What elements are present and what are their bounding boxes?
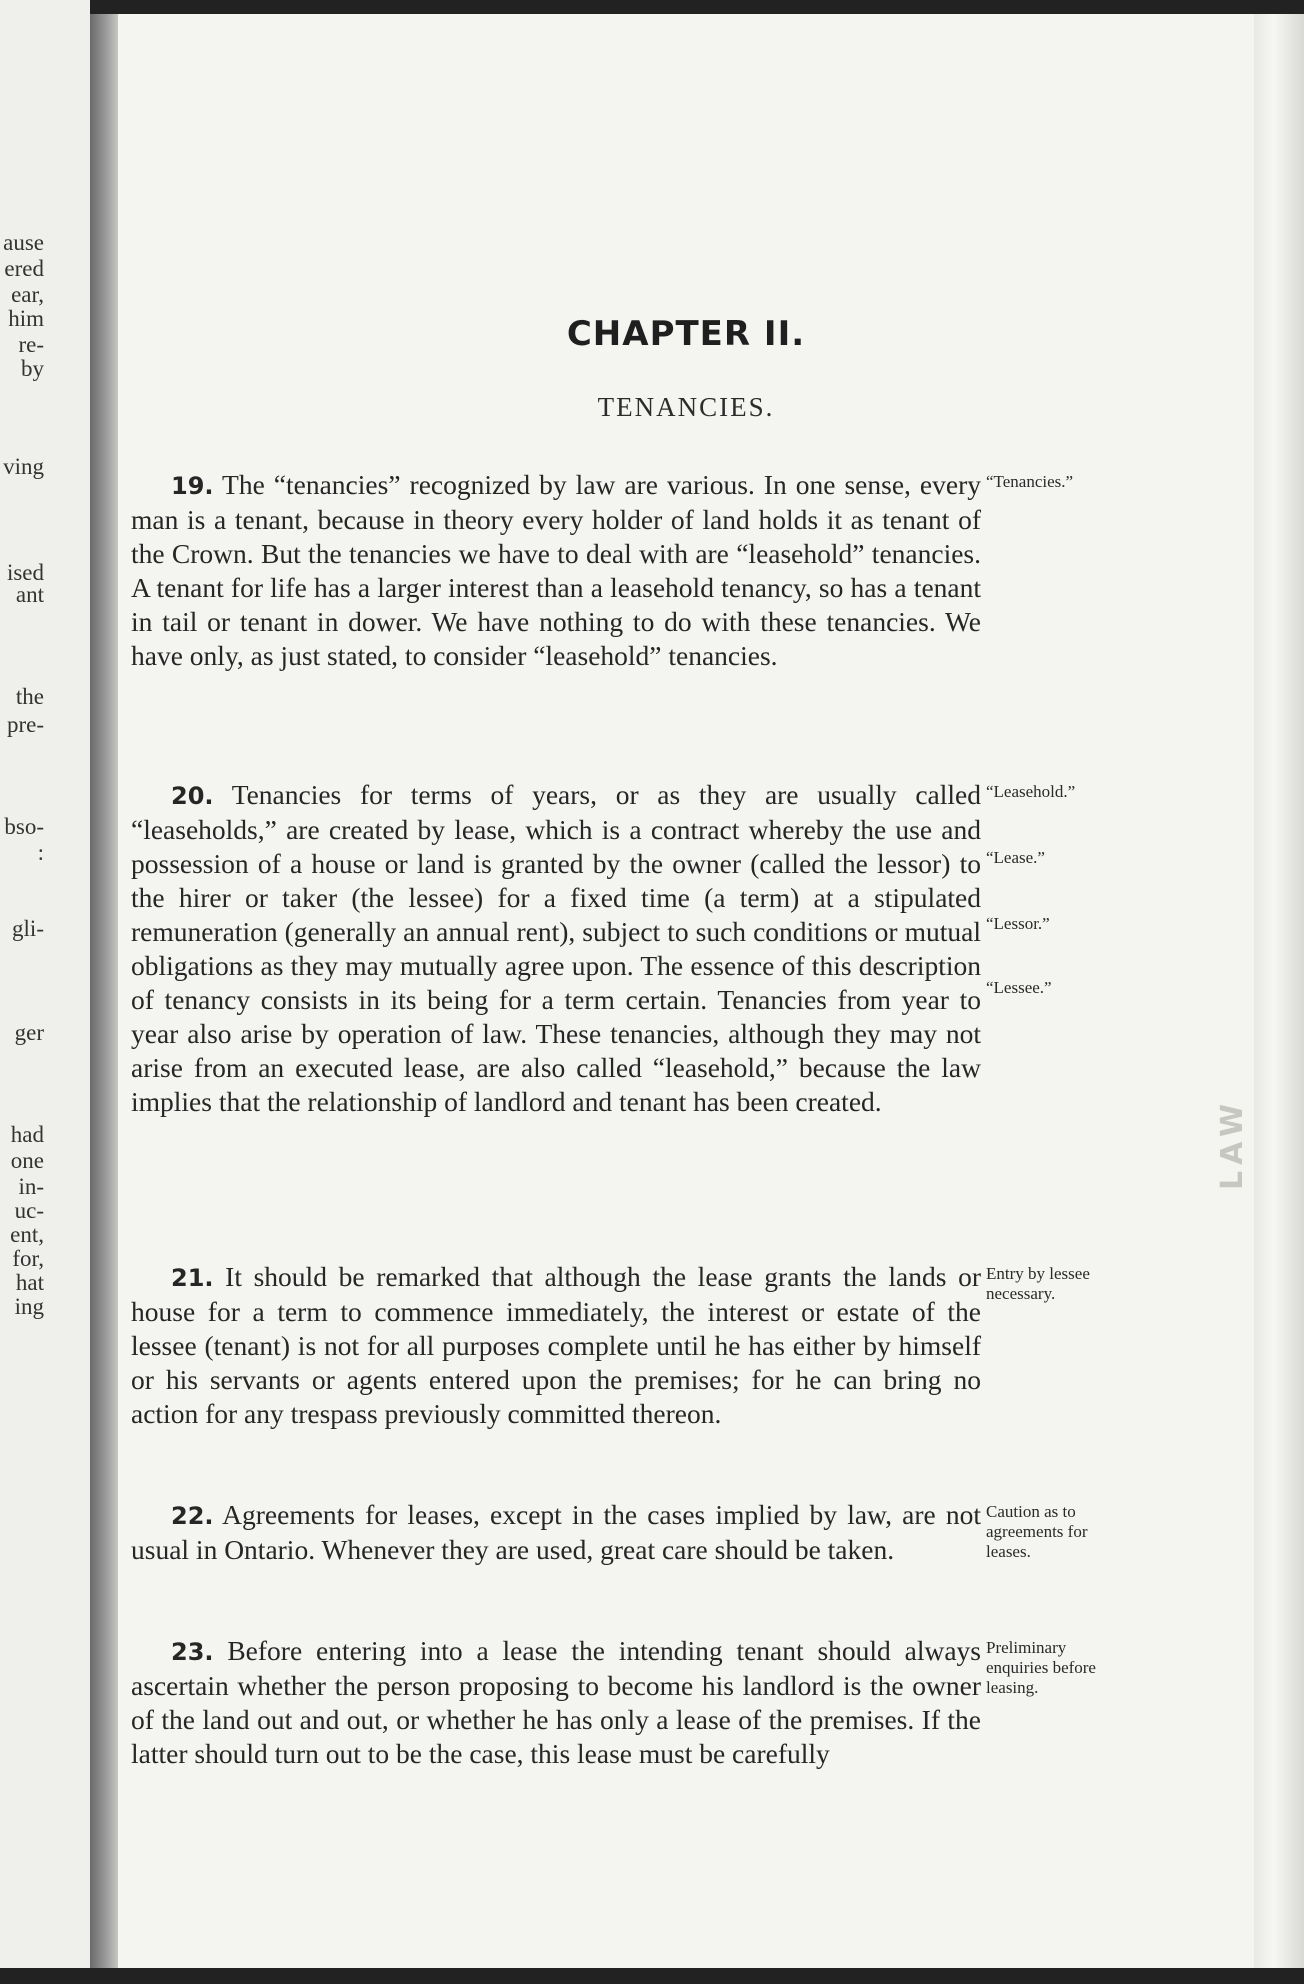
facing-fragment: ing (14, 1294, 44, 1319)
paragraph-text: Agreements for leases, except in the cases implied by law, are not usual in Ontario. Whenever they are used, great care should be taken. (131, 1499, 981, 1565)
facing-fragment: ent, (10, 1222, 44, 1247)
paragraph-19 (131, 468, 981, 673)
book-gutter (90, 14, 118, 1970)
facing-fragment: uc- (14, 1198, 44, 1223)
chapter-subtitle: TENANCIES. (597, 392, 775, 422)
facing-fragment: ered (4, 256, 44, 281)
facing-fragment: : (37, 840, 44, 865)
facing-fragment: bso- (4, 814, 44, 839)
facing-fragment: pre- (6, 712, 44, 737)
facing-fragment: by (21, 356, 44, 381)
facing-fragment: hat (15, 1270, 44, 1295)
paragraph-number: 22. (171, 1502, 214, 1530)
facing-fragment: ving (3, 454, 44, 479)
margin-note: “Lease.” (986, 848, 1045, 867)
paragraph-20 (131, 778, 981, 1119)
paragraph-number: 23. (171, 1638, 214, 1666)
facing-fragment: one (10, 1148, 44, 1173)
margin-note: Caution as to agreements for leases. (986, 1502, 1088, 1561)
facing-fragment: him (8, 306, 44, 331)
paragraph-number: 21. (171, 1264, 214, 1292)
page-right-edge (1254, 14, 1304, 1970)
facing-page-edge (0, 0, 90, 1984)
chapter-title: CHAPTER II. (566, 314, 806, 354)
paragraph-22 (131, 1498, 981, 1567)
facing-fragment: re- (18, 332, 44, 357)
facing-fragment: ant (15, 582, 44, 607)
paragraph-21 (131, 1260, 981, 1431)
paragraph-text: The “tenancies” recognized by law are various. In one sense, every man is a tenant, because in theory every holder of land holds it as tenant of the Crown. But the tenancies we have to deal with are “leasehold” tenancies. A tenant for life has a larger interest than a leasehold tenancy, so has a tenant in tail or tenant in dower. We have nothing to do with these tenancies. We have only, as just stated, to consider “leasehold” tenancies. (131, 469, 981, 671)
book-page (118, 14, 1254, 1970)
facing-fragment: had (10, 1122, 44, 1147)
spine-lettering: LAW (1215, 1097, 1250, 1190)
facing-fragment: gli- (12, 916, 44, 941)
margin-note: “Lessor.” (986, 914, 1050, 933)
margin-note: “Leasehold.” (986, 782, 1076, 801)
scan-border-bottom (0, 1968, 1304, 1984)
paragraph-text: Tenancies for terms of years, or as they are usually called “leaseholds,” are created by lease, which is a contract whereby the use and possession of a house or land is granted by the owner (called the lessor) to the hirer or taker (the lessee) for a fixed time (a term) at a stipulated remuneration (generally an annual rent), subject to such conditions or mutual obligations as they may mutually agree upon. The essence of this description of tenancy consists in its being for a term certain. Tenancies from year to year also arise by operation of law. These tenancies, although they may not arise from an executed lease, are also called “leasehold,” because the law implies that the relationship of landlord and tenant has been created. (131, 779, 981, 1117)
facing-fragment: ear, (11, 282, 44, 307)
facing-fragment: the (15, 684, 44, 709)
facing-fragment: ause (3, 230, 44, 255)
margin-note: Entry by lessee necessary. (986, 1264, 1090, 1303)
paragraph-number: 19. (171, 472, 214, 500)
paragraph-text: It should be remarked that although the lease grants the lands or house for a term to commence immediately, the interest or estate of the lessee (tenant) is not for all purposes complete until he has either by himself or his servants or agents entered upon the premises; for he can bring no action for any trespass previously committed thereon. (131, 1261, 981, 1429)
facing-fragment: in- (18, 1174, 44, 1199)
margin-note: Preliminary enquiries before leasing. (986, 1638, 1096, 1697)
facing-fragment: for, (12, 1246, 44, 1271)
margin-note: “Tenancies.” (986, 472, 1074, 491)
paragraph-23 (131, 1634, 981, 1771)
paragraph-number: 20. (171, 782, 214, 810)
facing-fragment: ger (14, 1020, 44, 1045)
margin-note: “Lessee.” (986, 978, 1052, 997)
facing-fragment: ised (6, 560, 44, 585)
paragraph-text: Before entering into a lease the intending tenant should always ascertain whether the person proposing to become his landlord is the owner of the land out and out, or whether he has only a lease of the premises. If the latter should turn out to be the case, this lease must be carefully (131, 1635, 981, 1769)
